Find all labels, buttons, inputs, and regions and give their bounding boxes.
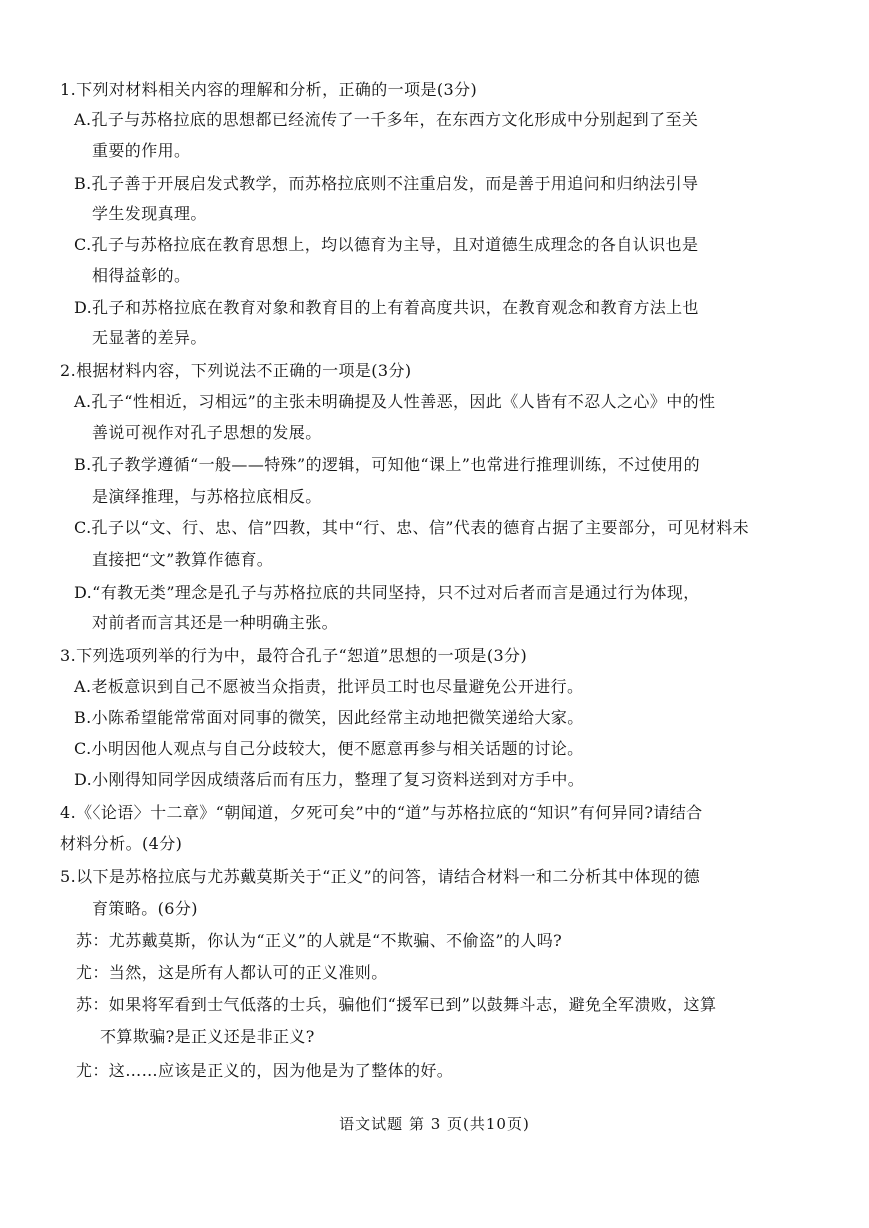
dialogue-line-4: 尤：这……应该是正义的，因为他是为了整体的好。 — [76, 1061, 454, 1080]
question-3-option-d: D.小刚得知同学因成绩落后而有压力，整理了复习资料送到对方手中。 — [74, 770, 585, 789]
question-1-option-c-cont: 相得益彰的。 — [92, 266, 191, 285]
question-5-stem-cont: 育策略。(6分) — [92, 899, 198, 918]
question-2-option-d-cont: 对前者而言其还是一种明确主张。 — [92, 613, 339, 632]
question-3-option-c: C.小明因他人观点与自己分歧较大，便不愿意再参与相关话题的讨论。 — [74, 739, 584, 758]
page-footer: 语文试题 第 3 页(共10页) — [339, 1115, 530, 1133]
question-4-stem-cont: 材料分析。(4分) — [60, 834, 183, 853]
question-2-option-c-cont: 直接把“文”教算作德育。 — [92, 550, 274, 569]
question-2-option-b: B.孔子教学遵循“一般——特殊”的逻辑，可知他“课上”也常进行推理训练，不过使用的 — [74, 455, 700, 474]
question-1-option-b-cont: 学生发现真理。 — [92, 204, 207, 223]
question-2-stem: 2.根据材料内容，下列说法不正确的一项是(3分) — [60, 361, 412, 380]
question-1-option-d-cont: 无显著的差异。 — [92, 328, 207, 347]
question-1-option-c: C.孔子与苏格拉底在教育思想上，均以德育为主导，且对道德生成理念的各自认识也是 — [74, 235, 699, 254]
question-3-option-a: A.老板意识到自己不愿被当众指责，批评员工时也尽量避免公开进行。 — [74, 677, 584, 696]
question-3-stem: 3.下列选项列举的行为中，最符合孔子“恕道”思想的一项是(3分) — [60, 646, 528, 665]
question-2-option-d: D.“有教无类”理念是孔子与苏格拉底的共同坚持，只不过对后者而言是通过行为体现， — [74, 583, 700, 602]
question-1-option-a: A.孔子与苏格拉底的思想都已经流传了一千多年，在东西方文化形成中分别起到了至关 — [74, 110, 699, 129]
dialogue-line-1: 苏：尤苏戴莫斯，你认为“正义”的人就是“不欺骗、不偷盗”的人吗? — [76, 931, 563, 950]
question-2-option-a: A.孔子“性相近，习相远”的主张未明确提及人性善恶，因此《人皆有不忍人之心》中的性 — [74, 392, 716, 411]
question-1-option-a-cont: 重要的作用。 — [92, 141, 191, 160]
question-2-option-a-cont: 善说可视作对孔子思想的发展。 — [92, 423, 322, 442]
dialogue-line-3-cont: 不算欺骗?是正义还是非正义? — [100, 1027, 315, 1046]
question-2-option-c: C.孔子以“文、行、忠、信”四教，其中“行、忠、信”代表的德育占据了主要部分，可见材料未 — [74, 518, 750, 537]
question-2-option-b-cont: 是演绎推理，与苏格拉底相反。 — [92, 487, 322, 506]
question-1-stem: 1.下列对材料相关内容的理解和分析，正确的一项是(3分) — [60, 80, 478, 99]
dialogue-line-3: 苏：如果将军看到士气低落的士兵，骗他们“援军已到”以鼓舞斗志，避免全军溃败，这算 — [76, 995, 717, 1014]
question-3-option-b: B.小陈希望能常常面对同事的微笑，因此经常主动地把微笑递给大家。 — [74, 708, 584, 727]
question-1-option-b: B.孔子善于开展启发式教学，而苏格拉底则不注重启发，而是善于用追问和归纳法引导 — [74, 174, 699, 193]
question-4-stem: 4.《〈论语〉十二章》“朝闻道，夕死可矣”中的“道”与苏格拉底的“知识”有何异同?请结合 — [60, 803, 703, 822]
question-1-option-d: D.孔子和苏格拉底在教育对象和教育目的上有着高度共识，在教育观念和教育方法上也 — [74, 298, 699, 317]
question-5-stem: 5.以下是苏格拉底与尤苏戴莫斯关于“正义”的问答，请结合材料一和二分析其中体现的德 — [60, 867, 701, 886]
dialogue-line-2: 尤：当然，这是所有人都认可的正义准则。 — [76, 963, 388, 982]
